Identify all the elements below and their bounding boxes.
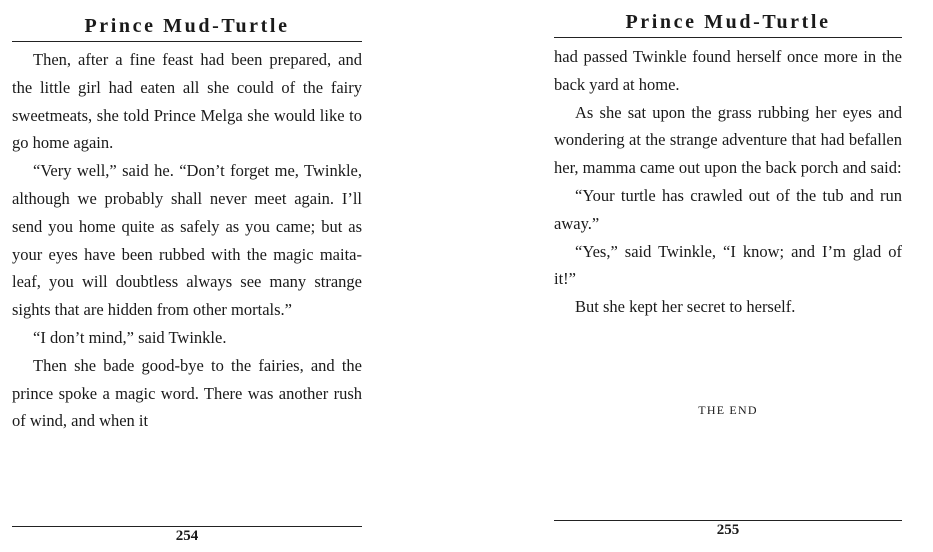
- header-rule: [554, 37, 902, 38]
- continuation-paragraph: had passed Twinkle found herself once more in the back yard at home.: [554, 47, 902, 94]
- body-text: [12, 46, 362, 435]
- page-number: 255: [716, 522, 740, 538]
- footer-rule: [554, 520, 902, 521]
- paragraph: “I don’t mind,” said Twinkle.: [33, 327, 227, 347]
- left-page: [12, 0, 362, 552]
- paragraph: As she sat upon the grass rubbing her eyes and wondering at the strange adventure that had befallen her, mamma came out upon the back porch and said:: [554, 102, 902, 178]
- right-page: [554, 0, 902, 552]
- footer-rule: [12, 526, 362, 527]
- page-number: 254: [175, 528, 199, 544]
- paragraph: “Your turtle has crawled out of the tub and run away.”: [554, 185, 902, 233]
- running-head: Prince Mud-Turtle: [625, 11, 831, 33]
- end-mark: THE END: [698, 403, 758, 417]
- paragraph: “Yes,” said Twinkle, “I know; and I’m glad of it!”: [554, 241, 902, 289]
- body-text: [554, 43, 902, 321]
- paragraph: “Very well,” said he. “Don’t forget me, Twinkle, although we probably shall never meet again. I’ll send you home quite as safely as you came; but as your eyes have been rubbed with the magic maita-leaf, you will doubtless always see many strange sights that are hidden from other mortals.”: [12, 161, 362, 320]
- paragraph: Then she bade good-bye to the fairies, and the prince spoke a magic word. There was another rush of wind, and when it: [12, 355, 362, 431]
- header-rule: [12, 41, 362, 42]
- running-head: Prince Mud-Turtle: [84, 15, 290, 37]
- paragraph: But she kept her secret to herself.: [575, 297, 796, 317]
- paragraph: Then, after a fine feast had been prepared, and the little girl had eaten all she could of the fairy sweetmeats, she told Prince Melga she would like to go home again.: [12, 50, 362, 153]
